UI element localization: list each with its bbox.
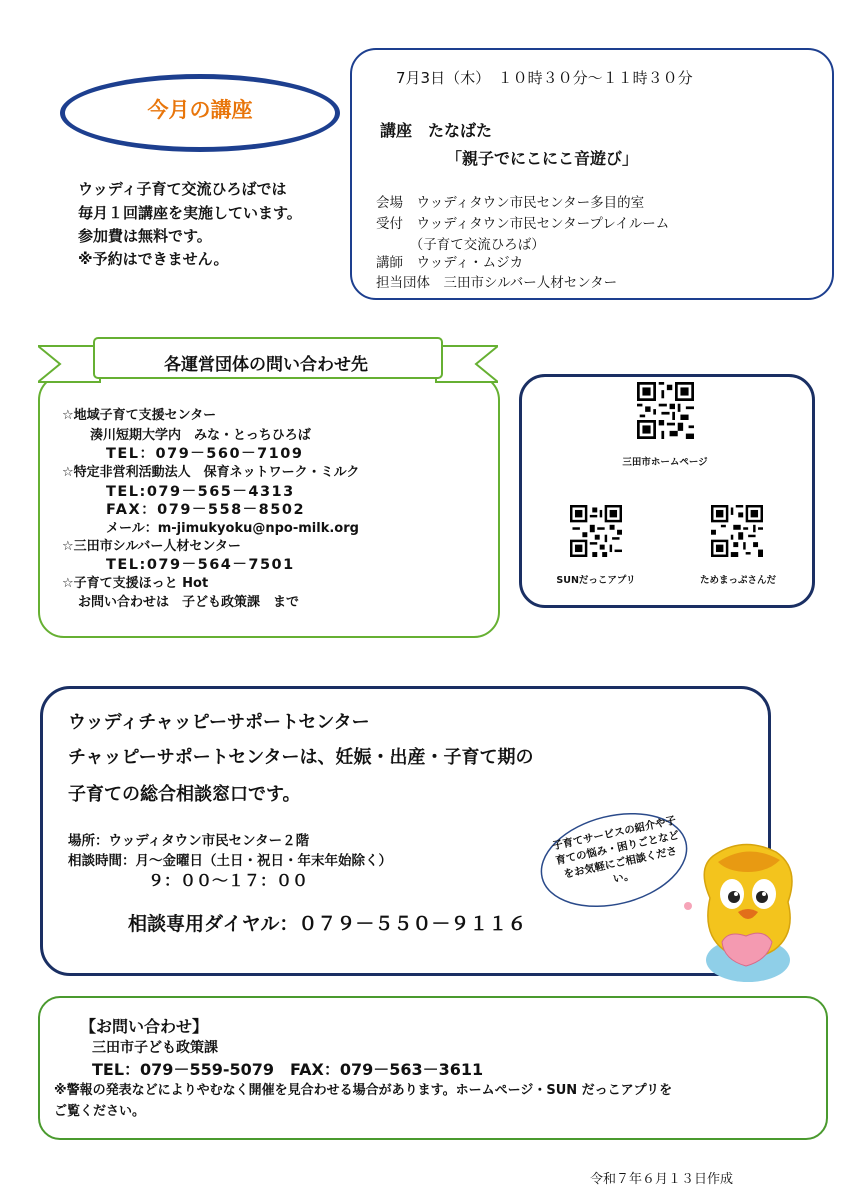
org1-sub: 湊川短期大学内 みな・とっちひろば [90, 428, 311, 443]
org3-tel: TEL:079－564－7501 [106, 557, 295, 573]
support-center-desc-line1: チャッピーサポートセンターは、妊娠・出産・子育て期の [68, 747, 534, 768]
inquiry-note-line1: ※警報の発表などによりやむなく開催を見合わせる場合があります。ホームページ・SUN だっこアプリを [54, 1083, 673, 1098]
lecture-detail-organizer: 担当団体 三田市シルバー人材センター [376, 275, 618, 291]
qr-code-tamemap[interactable] [711, 505, 763, 557]
org4-note: お問い合わせは 子ども政策課 まで [78, 595, 300, 610]
lecture-detail-venue: 会場 ウッディタウン市民センター多目的室 [376, 195, 645, 211]
support-center-hours-time: ９：００～１７：００ [148, 871, 309, 890]
intro-line-4: ※予約はできません。 [78, 250, 229, 268]
intro-line-2: 毎月１回講座を実施しています。 [78, 204, 302, 222]
org1-name: ☆地域子育て支援センター [62, 408, 217, 423]
contacts-title: 各運営団体の問い合わせ先 [164, 355, 368, 375]
support-center-location: 場所：ウッディタウン市民センター２階 [68, 833, 310, 849]
support-center-dial: 相談専用ダイヤル：０７９－５５０－９１１６ [128, 913, 527, 935]
qr-label-homepage: 三田市ホームページ [622, 457, 708, 468]
support-center-title: ウッディチャッピーサポートセンター [68, 712, 370, 733]
qr-label-tamemap: ためまっぷさんだ [699, 575, 776, 586]
intro-line-1: ウッディ子育て交流ひろばでは [78, 180, 287, 198]
org2-mail: メール：m-jimukyoku@npo-milk.org [106, 521, 359, 536]
inquiry-note-line2: ご覧ください。 [54, 1104, 146, 1119]
inquiry-title: 【お問い合わせ】 [80, 1017, 209, 1036]
lecture-detail-reception-sub: （子育て交流ひろば） [376, 237, 545, 253]
org2-tel: TEL:079－565－4313 [106, 484, 295, 500]
mascot-chappy-character [688, 842, 806, 984]
lecture-detail-reception: 受付 ウッディタウン市民センタープレイルーム [376, 216, 670, 232]
inquiry-tel-fax: TEL：079－559-5079 FAX：079－563－3611 [92, 1060, 484, 1079]
intro-line-3: 参加費は無料です。 [78, 227, 212, 245]
org1-tel: TEL：079－560－7109 [106, 446, 304, 462]
lecture-datetime: 7月3日（木） １０時３０分～１１時３０分 [396, 69, 693, 87]
support-center-desc-line2: 子育ての総合相談窓口です。 [68, 784, 301, 805]
lecture-detail-instructor: 講師 ウッディ・ムジカ [376, 255, 524, 271]
lecture-title-line1: 講座 たなばた [380, 121, 493, 140]
org4-name: ☆子育て支援ほっと Hot [62, 576, 209, 591]
footer-created-date: 令和７年６月１３日作成 [590, 1172, 734, 1187]
org2-name: ☆特定非営利活動法人 保育ネットワーク・ミルク [62, 465, 360, 480]
inquiry-dept: 三田市子ども政策課 [92, 1040, 218, 1056]
org3-name: ☆三田市シルバー人材センター [62, 539, 241, 554]
org2-fax: FAX：079－558－8502 [106, 502, 306, 518]
lecture-title-line2: 「親子でにこにこ音遊び」 [446, 149, 639, 168]
qr-code-homepage[interactable] [637, 382, 694, 439]
support-center-hours: 相談時間：月～金曜日（土日・祝日・年末年始除く） [68, 853, 392, 869]
speech-bubble-text: 子育てサービスの紹介や子育ての悩み・困りごとなどをお気軽にご相談ください。 [551, 814, 681, 886]
lecture-oval-title: 今月の講座 [147, 98, 253, 122]
qr-code-sun-dakko-app[interactable] [570, 505, 622, 557]
qr-label-sun-dakko-app: SUNだっこアプリ [556, 575, 636, 586]
